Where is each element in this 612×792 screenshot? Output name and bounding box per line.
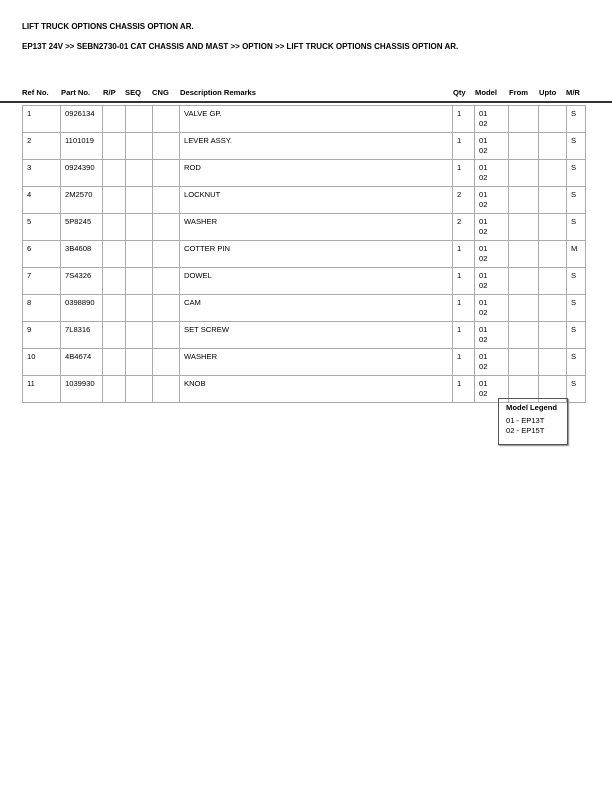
model-code: 01 [479,271,488,280]
model-legend [498,398,568,445]
model-code: 01 [479,109,488,118]
mr-cell: S [567,106,586,133]
model-code: 01 [479,352,488,361]
model-code: 02 [479,308,488,317]
seq-cell [126,187,153,214]
from-cell [509,322,539,349]
page-title: LIFT TRUCK OPTIONS CHASSIS OPTION AR. [22,22,194,31]
table-row [23,268,586,295]
cng-cell [153,268,180,295]
seq-cell [126,106,153,133]
seq-cell [126,322,153,349]
legend-item: 01 - EP13T [506,416,545,425]
upto-cell [539,295,567,322]
col-mr: M/R [566,88,580,97]
qty-cell: 1 [453,106,475,133]
cng-cell [153,187,180,214]
seq-cell [126,133,153,160]
model-code: 01 [479,163,488,172]
col-upto: Upto [539,88,557,97]
description-cell: LOCKNUT [180,187,453,214]
description-cell: COTTER PIN [180,241,453,268]
mr-cell: S [567,160,586,187]
qty-cell: 1 [453,160,475,187]
from-cell [509,268,539,295]
col-rp: R/P [103,88,116,97]
model-code: 01 [479,244,488,253]
part-no-cell: 7S4326 [61,268,103,295]
col-cng: CNG [152,88,169,97]
from-cell [509,295,539,322]
upto-cell [539,133,567,160]
model-cell [475,322,509,349]
ref-cell: 2 [23,133,61,160]
model-cell [475,133,509,160]
model-code: 01 [479,217,488,226]
part-no-cell: 7L8316 [61,322,103,349]
part-no-cell: 1101019 [61,133,103,160]
ref-cell: 3 [23,160,61,187]
description-cell: WASHER [180,349,453,376]
description-cell: VALVE GP. [180,106,453,133]
from-cell [509,187,539,214]
model-code: 02 [479,227,488,236]
cng-cell [153,160,180,187]
seq-cell [126,214,153,241]
cng-cell [153,349,180,376]
upto-cell [539,187,567,214]
mr-cell: S [567,349,586,376]
part-no-cell: 5P8245 [61,214,103,241]
mr-cell: S [567,322,586,349]
from-cell [509,214,539,241]
table-row [23,214,586,241]
model-cell [475,214,509,241]
from-cell [509,349,539,376]
model-code: 01 [479,298,488,307]
seq-cell [126,376,153,403]
model-code: 02 [479,119,488,128]
model-cell [475,268,509,295]
col-from: From [509,88,528,97]
rp-cell [103,349,126,376]
model-cell [475,106,509,133]
description-cell: CAM [180,295,453,322]
ref-cell: 6 [23,241,61,268]
breadcrumb: EP13T 24V >> SEBN2730-01 CAT CHASSIS AND MAST >> OPTION >> LIFT TRUCK OPTIONS CHASSIS OPTION AR. [22,42,459,51]
model-code: 02 [479,281,488,290]
table-row [23,160,586,187]
description-cell: LEVER ASSY. [180,133,453,160]
qty-cell: 1 [453,376,475,403]
part-no-cell: 0398890 [61,295,103,322]
mr-cell: M [567,241,586,268]
seq-cell [126,349,153,376]
upto-cell [539,160,567,187]
table-row [23,187,586,214]
mr-cell: S [567,214,586,241]
seq-cell [126,160,153,187]
model-code: 02 [479,335,488,344]
part-no-cell: 2M2570 [61,187,103,214]
description-cell: SET SCREW [180,322,453,349]
table-row [23,322,586,349]
model-code: 02 [479,254,488,263]
col-part: Part No. [61,88,91,97]
ref-cell: 5 [23,214,61,241]
model-code: 02 [479,389,488,398]
description-cell: WASHER [180,214,453,241]
parts-table [22,105,586,403]
seq-cell [126,268,153,295]
qty-cell: 1 [453,241,475,268]
cng-cell [153,376,180,403]
rp-cell [103,241,126,268]
cng-cell [153,241,180,268]
upto-cell [539,322,567,349]
cng-cell [153,295,180,322]
col-ref: Ref No. [22,88,49,97]
upto-cell [539,214,567,241]
mr-cell: S [567,133,586,160]
from-cell [509,241,539,268]
table-row [23,106,586,133]
mr-cell: S [567,295,586,322]
rp-cell [103,376,126,403]
model-code: 02 [479,173,488,182]
upto-cell [539,106,567,133]
description-cell: DOWEL [180,268,453,295]
cng-cell [153,106,180,133]
model-cell [475,187,509,214]
table-row [23,349,586,376]
qty-cell: 1 [453,349,475,376]
qty-cell: 2 [453,214,475,241]
description-cell: ROD [180,160,453,187]
rp-cell [103,187,126,214]
seq-cell [126,241,153,268]
from-cell [509,133,539,160]
model-code: 01 [479,136,488,145]
qty-cell: 1 [453,322,475,349]
legend-item: 02 - EP15T [506,426,545,435]
header-rule [0,101,612,103]
qty-cell: 1 [453,133,475,160]
upto-cell [539,241,567,268]
table-row [23,295,586,322]
cng-cell [153,133,180,160]
col-model: Model [475,88,497,97]
seq-cell [126,295,153,322]
qty-cell: 1 [453,268,475,295]
rp-cell [103,295,126,322]
part-no-cell: 0926134 [61,106,103,133]
mr-cell: S [567,268,586,295]
ref-cell: 8 [23,295,61,322]
legend-title: Model Legend [506,403,558,412]
part-no-cell: 0924390 [61,160,103,187]
model-cell [475,295,509,322]
from-cell [509,106,539,133]
ref-cell: 4 [23,187,61,214]
rp-cell [103,160,126,187]
cng-cell [153,214,180,241]
rp-cell [103,214,126,241]
description-cell: KNOB [180,376,453,403]
cng-cell [153,322,180,349]
table-row [23,241,586,268]
rp-cell [103,322,126,349]
ref-cell: 7 [23,268,61,295]
part-no-cell: 3B4608 [61,241,103,268]
ref-cell: 9 [23,322,61,349]
model-cell [475,160,509,187]
ref-cell: 10 [23,349,61,376]
rp-cell [103,133,126,160]
upto-cell [539,349,567,376]
model-code: 01 [479,379,488,388]
qty-cell: 2 [453,187,475,214]
model-code: 02 [479,362,488,371]
qty-cell: 1 [453,295,475,322]
col-desc: Description Remarks [180,88,256,97]
mr-cell: S [567,376,586,403]
upto-cell [539,268,567,295]
from-cell [509,160,539,187]
ref-cell: 11 [23,376,61,403]
part-no-cell: 1039930 [61,376,103,403]
model-code: 01 [479,190,488,199]
table-header [0,88,612,100]
model-cell [475,241,509,268]
model-code: 01 [479,325,488,334]
model-code: 02 [479,146,488,155]
col-qty: Qty [453,88,466,97]
part-no-cell: 4B4674 [61,349,103,376]
table-row [23,133,586,160]
model-cell [475,349,509,376]
ref-cell: 1 [23,106,61,133]
rp-cell [103,268,126,295]
col-seq: SEQ [125,88,142,97]
mr-cell: S [567,187,586,214]
model-code: 02 [479,200,488,209]
rp-cell [103,106,126,133]
